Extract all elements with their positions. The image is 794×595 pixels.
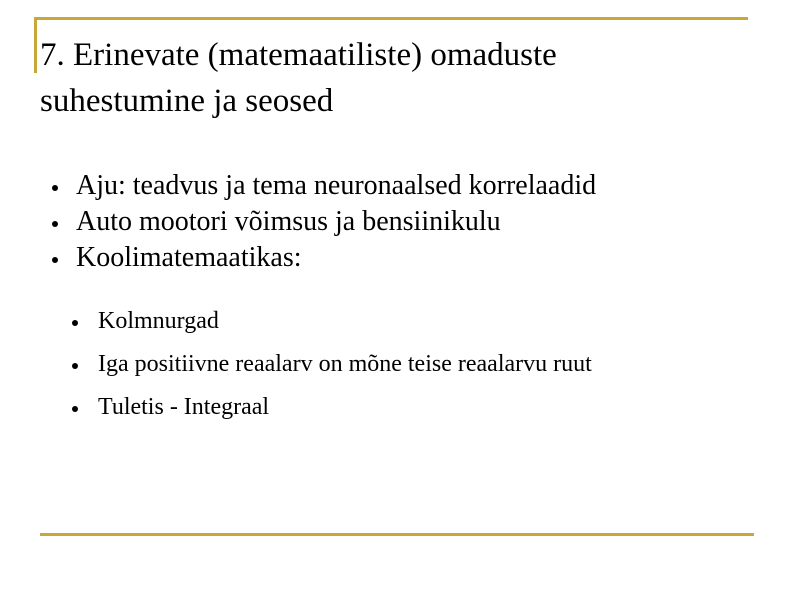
bullet-text: Auto mootori võimsus ja bensiinikulu <box>76 206 501 237</box>
sub-list-item <box>72 393 772 421</box>
sub-bullet-text: Iga positiivne reaalarv on mõne teise reaalarvu ruut <box>98 351 592 377</box>
sub-list-item <box>72 307 772 335</box>
bottom-rule <box>40 533 754 536</box>
bullet-text: Aju: teadvus ja tema neuronaalsed korrelaadid <box>76 170 597 201</box>
title-line-1: 7. Erinevate (matemaatiliste) omaduste <box>40 37 557 73</box>
bullet-dot-icon <box>52 221 58 227</box>
bullet-dot-icon <box>52 185 58 191</box>
bullet-dot-icon <box>52 257 58 263</box>
bullet-dot-icon <box>72 320 78 326</box>
left-rule <box>34 17 37 73</box>
list-item <box>52 204 772 240</box>
slide-title <box>40 32 740 124</box>
top-rule <box>34 17 748 20</box>
sub-bullet-text: Tuletis - Integraal <box>98 394 270 420</box>
list-item <box>52 168 772 204</box>
bullet-text: Koolimatemaatikas: <box>76 242 302 273</box>
list-item <box>52 240 772 276</box>
bullet-list <box>52 168 772 276</box>
sub-bullet-list <box>72 307 772 436</box>
title-line-2: suhestumine ja seosed <box>40 83 334 119</box>
bullet-dot-icon <box>72 406 78 412</box>
bullet-dot-icon <box>72 363 78 369</box>
sub-list-item <box>72 350 772 378</box>
sub-bullet-text: Kolmnurgad <box>98 308 219 334</box>
